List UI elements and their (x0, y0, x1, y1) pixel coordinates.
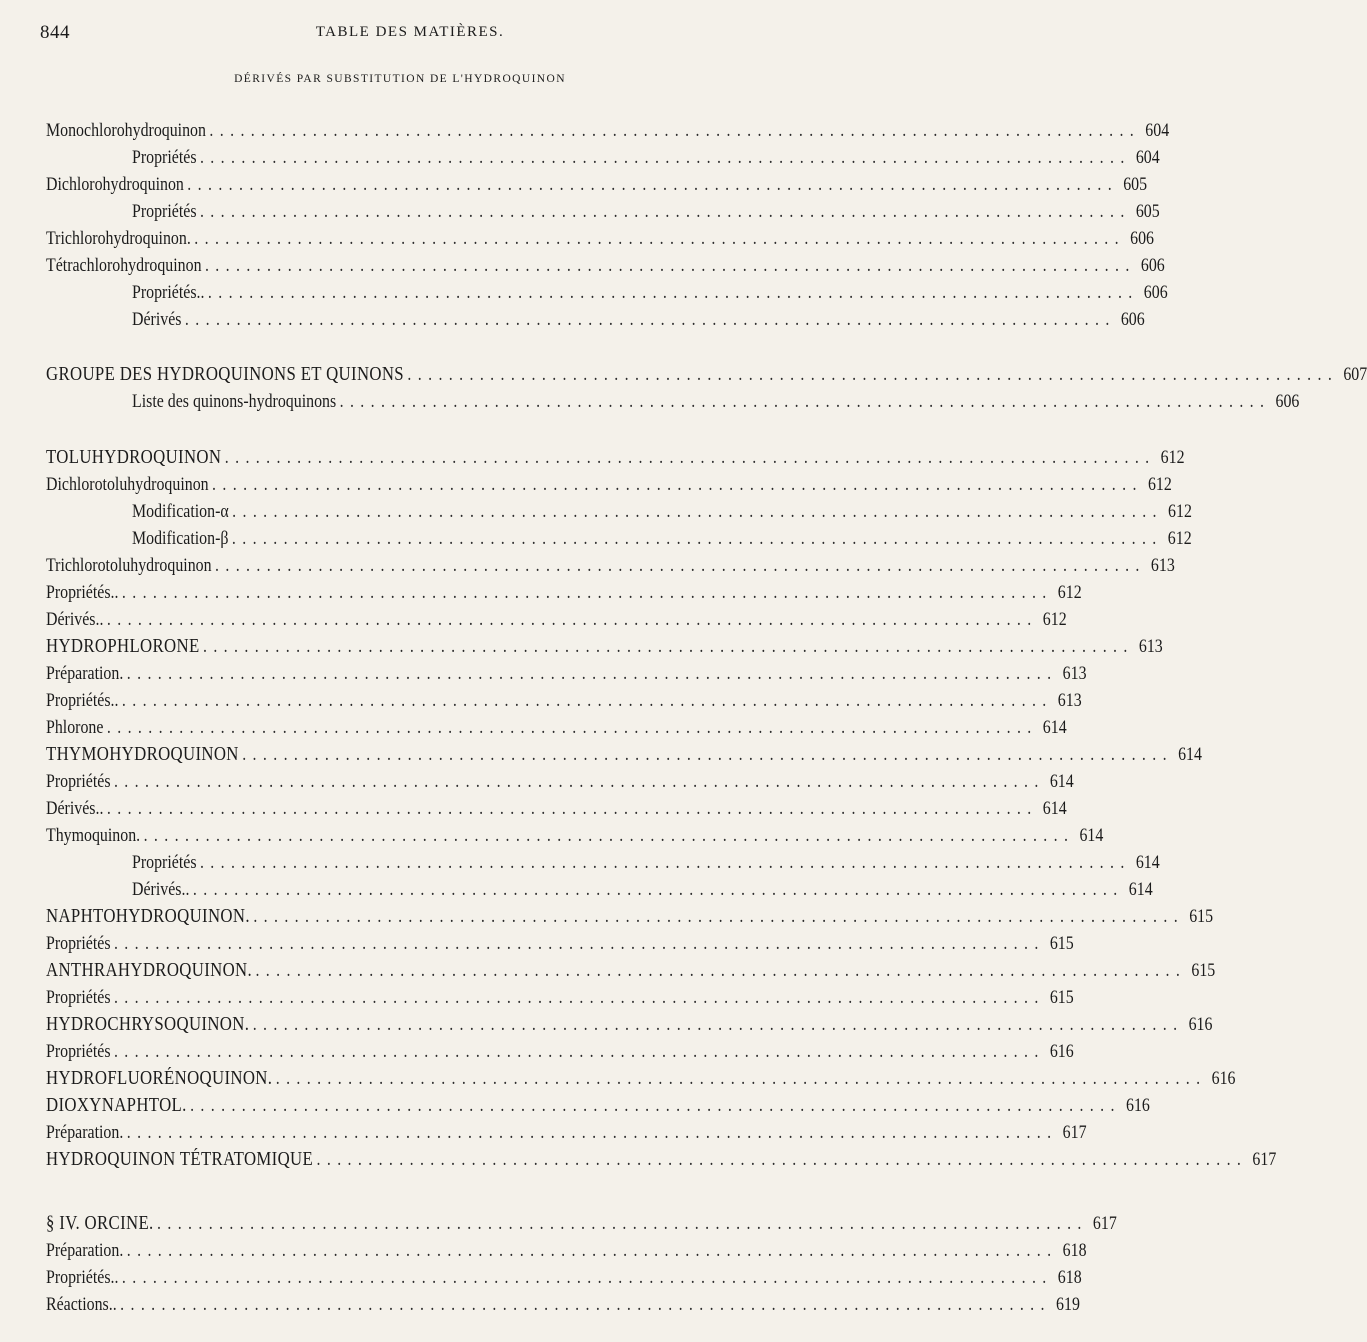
entry-page-number: 605 (1135, 202, 1160, 222)
toc-subentry (132, 495, 1192, 523)
section-heading: DÉRIVÉS PAR SUBSTITUTION DE L'HYDROQUINON (234, 73, 566, 85)
entry-label: Modification-α (132, 502, 229, 522)
entry-page-number: 612 (1057, 583, 1082, 603)
dot-leader: .......................................................................................... (126, 1123, 1058, 1143)
entry-page-number: 616 (1125, 1096, 1150, 1116)
entry-page-number: 613 (1062, 664, 1087, 684)
toc-entry (46, 1008, 1213, 1036)
toc-entry (46, 249, 1165, 277)
dot-leader: .......................................................................................... (106, 718, 1038, 738)
dot-leader: .......................................................................................... (207, 283, 1139, 303)
entry-page-number: 614 (1128, 880, 1153, 900)
entry-page-number: 613 (1150, 556, 1175, 576)
dot-leader: .......................................................................................... (231, 529, 1163, 549)
entry-label: Propriétés (132, 148, 197, 168)
entry-label: Préparation. (46, 1123, 124, 1143)
dot-leader: .......................................................................................... (255, 961, 1187, 981)
toc-group-heading (46, 358, 1367, 386)
entry-page-number: 616 (1188, 1015, 1213, 1035)
dot-leader: .......................................................................................... (120, 1295, 1051, 1315)
entry-label: HYDROPHLORONE (46, 636, 200, 657)
dot-leader: .......................................................................................... (184, 310, 1116, 330)
dot-leader: .......................................................................................... (253, 907, 1185, 927)
entry-label: § IV. ORCINE. (46, 1213, 154, 1234)
entry-page-number: 612 (1042, 610, 1067, 630)
toc-entry (46, 657, 1087, 685)
toc-entry (46, 603, 1067, 631)
entry-label: Dérivés (132, 310, 182, 330)
dot-leader: .......................................................................................... (209, 121, 1141, 141)
entry-page-number: 615 (1049, 934, 1074, 954)
dot-leader: .......................................................................................... (242, 745, 1173, 765)
running-title: TABLE DES MATIÈRES. (315, 24, 505, 40)
entry-page-number: 617 (1252, 1150, 1277, 1170)
dot-leader: .......................................................................................... (202, 637, 1134, 657)
entry-label: Réactions.. (46, 1295, 117, 1315)
dot-leader: .......................................................................................... (339, 392, 1271, 412)
toc-entry (46, 549, 1175, 577)
toc-entry (46, 576, 1082, 604)
entry-label: Propriétés (46, 934, 111, 954)
dot-leader: .......................................................................................... (106, 610, 1038, 630)
toc-subentry (132, 195, 1160, 223)
toc-entry (46, 1261, 1082, 1289)
entry-page-number: 616 (1049, 1042, 1074, 1062)
entry-label: Tétrachlorohydroquinon (46, 256, 202, 276)
entry-page-number: 615 (1189, 907, 1214, 927)
entry-label: Propriétés (46, 1042, 111, 1062)
dot-leader: .......................................................................................... (192, 880, 1124, 900)
dot-leader: .......................................................................................... (204, 256, 1136, 276)
entry-label: Propriétés (132, 853, 197, 873)
entry-page-number: 604 (1145, 121, 1170, 141)
page-number: 844 (40, 22, 70, 43)
entry-label: NAPHTOHYDROQUINON. (46, 906, 250, 927)
toc-entry (46, 1143, 1277, 1171)
entry-page-number: 614 (1042, 799, 1067, 819)
entry-label: Préparation. (46, 1241, 124, 1261)
entry-page-number: 614 (1135, 853, 1160, 873)
dot-leader: .......................................................................................... (113, 934, 1045, 954)
entry-label: Dichlorotoluhydroquinon (46, 475, 209, 495)
entry-label: Propriétés (46, 988, 111, 1008)
entry-page-number: 614 (1049, 772, 1074, 792)
entry-page-number: 615 (1191, 961, 1216, 981)
entry-label: Propriétés.. (46, 583, 119, 603)
entry-label: Dérivés.. (132, 880, 190, 900)
toc-subentry (132, 846, 1160, 874)
dot-leader: .......................................................................................... (106, 799, 1038, 819)
entry-label: DIOXYNAPHTOL. (46, 1095, 187, 1116)
entry-page-number: 613 (1057, 691, 1082, 711)
entry-page-number: 612 (1167, 529, 1192, 549)
entry-label: Propriétés.. (46, 1268, 119, 1288)
entry-label: HYDROCHRYSOQUINON. (46, 1014, 250, 1035)
entry-page-number: 612 (1160, 448, 1185, 468)
dot-leader: .......................................................................................... (113, 988, 1045, 1008)
entry-label: TOLUHYDROQUINON (46, 447, 222, 468)
entry-page-number: 607 (1343, 365, 1367, 385)
dot-leader: .......................................................................................... (187, 175, 1119, 195)
dot-leader: .......................................................................................... (275, 1069, 1207, 1089)
entry-page-number: 619 (1056, 1295, 1080, 1315)
dot-leader: .......................................................................................... (215, 556, 1146, 576)
entry-label: Trichlorotoluhydroquinon (46, 556, 212, 576)
toc-entry (46, 1062, 1236, 1090)
entry-label: Trichlorohydroquinon. (46, 229, 191, 249)
entry-label: Monochlorohydroquinon (46, 121, 206, 141)
toc-entry (46, 468, 1172, 496)
entry-page-number: 606 (1143, 283, 1168, 303)
toc-entry (46, 900, 1214, 928)
toc-subentry (132, 873, 1153, 901)
entry-label: THYMOHYDROQUINON (46, 744, 239, 765)
dot-leader: .......................................................................................... (232, 502, 1163, 522)
toc-entry (46, 819, 1104, 847)
dot-leader: .......................................................................................... (113, 1042, 1045, 1062)
dot-leader: .......................................................................................... (199, 853, 1131, 873)
dot-leader: .......................................................................................... (126, 664, 1058, 684)
toc-entry (46, 981, 1074, 1009)
entry-page-number: 612 (1147, 475, 1172, 495)
dot-leader: .......................................................................................... (199, 202, 1131, 222)
entry-page-number: 617 (1062, 1123, 1087, 1143)
entry-page-number: 614 (1178, 745, 1202, 765)
entry-page-number: 614 (1042, 718, 1067, 738)
toc-subentry (132, 303, 1145, 331)
entry-page-number: 604 (1135, 148, 1160, 168)
entry-label: HYDROFLUORÉNOQUINON. (46, 1068, 273, 1089)
toc-entry (46, 1234, 1087, 1262)
toc-entry (46, 114, 1170, 142)
toc-subentry (132, 522, 1192, 550)
dot-leader: .......................................................................................... (252, 1015, 1184, 1035)
entry-label: ANTHRAHYDROQUINON. (46, 960, 253, 981)
dot-leader: .......................................................................................... (212, 475, 1143, 495)
entry-label: Dérivés.. (46, 799, 104, 819)
entry-page-number: 615 (1049, 988, 1074, 1008)
toc-entry (46, 711, 1067, 739)
entry-label: Préparation. (46, 664, 124, 684)
dot-leader: .......................................................................................... (407, 365, 1339, 385)
dot-leader: .......................................................................................... (194, 229, 1125, 249)
dot-leader: .......................................................................................... (113, 772, 1045, 792)
toc-entry (46, 927, 1074, 955)
toc-entry (46, 630, 1163, 658)
dot-leader: .......................................................................................... (316, 1150, 1248, 1170)
entry-label: HYDROQUINON TÉTRATOMIQUE (46, 1149, 314, 1170)
dot-leader: .......................................................................................... (190, 1096, 1121, 1116)
entry-page-number: 613 (1138, 637, 1163, 657)
entry-page-number: 605 (1123, 175, 1148, 195)
toc-subentry (132, 141, 1160, 169)
entry-page-number: 616 (1211, 1069, 1236, 1089)
toc-subentry (132, 385, 1300, 413)
entry-page-number: 606 (1140, 256, 1165, 276)
dot-leader: .......................................................................................... (157, 1214, 1088, 1234)
toc-entry (46, 684, 1082, 712)
dot-leader: .......................................................................................... (121, 691, 1053, 711)
entry-label: Liste des quinons-hydroquinons (132, 392, 337, 412)
dot-leader: .......................................................................................... (126, 1241, 1058, 1261)
entry-page-number: 618 (1062, 1241, 1087, 1261)
entry-page-number: 612 (1168, 502, 1192, 522)
dot-leader: .......................................................................................... (121, 1268, 1053, 1288)
entry-page-number: 618 (1057, 1268, 1082, 1288)
toc-entry (46, 222, 1155, 250)
toc-entry (46, 168, 1148, 196)
entry-label: Propriétés (46, 772, 111, 792)
toc-entry (46, 765, 1074, 793)
dot-leader: .......................................................................................... (143, 826, 1075, 846)
entry-label: Thymoquinon. (46, 826, 141, 846)
entry-label: Dérivés.. (46, 610, 104, 630)
toc-entry (46, 441, 1185, 469)
entry-page-number: 617 (1092, 1214, 1117, 1234)
entry-label: GROUPE DES HYDROQUINONS ET QUINONS (46, 364, 404, 385)
entry-label: Phlorone (46, 718, 104, 738)
toc-subentry (132, 276, 1168, 304)
toc-entry (46, 1116, 1087, 1144)
entry-page-number: 614 (1079, 826, 1104, 846)
toc-entry (46, 1288, 1080, 1316)
entry-label: Propriétés.. (46, 691, 119, 711)
dot-leader: .......................................................................................... (224, 448, 1156, 468)
toc-entry (46, 954, 1216, 982)
entry-page-number: 606 (1130, 229, 1155, 249)
toc-entry (46, 1035, 1074, 1063)
dot-leader: .......................................................................................... (121, 583, 1053, 603)
entry-page-number: 606 (1275, 392, 1300, 412)
toc-chapter-heading (46, 1207, 1117, 1235)
entry-page-number: 606 (1120, 310, 1145, 330)
entry-label: Propriétés.. (132, 283, 205, 303)
toc-entry (46, 792, 1067, 820)
entry-label: Modification-β (132, 529, 229, 549)
entry-label: Propriétés (132, 202, 197, 222)
toc-entry (46, 738, 1202, 766)
entry-label: Dichlorohydroquinon (46, 175, 184, 195)
dot-leader: .......................................................................................... (199, 148, 1131, 168)
toc-entry (46, 1089, 1150, 1117)
